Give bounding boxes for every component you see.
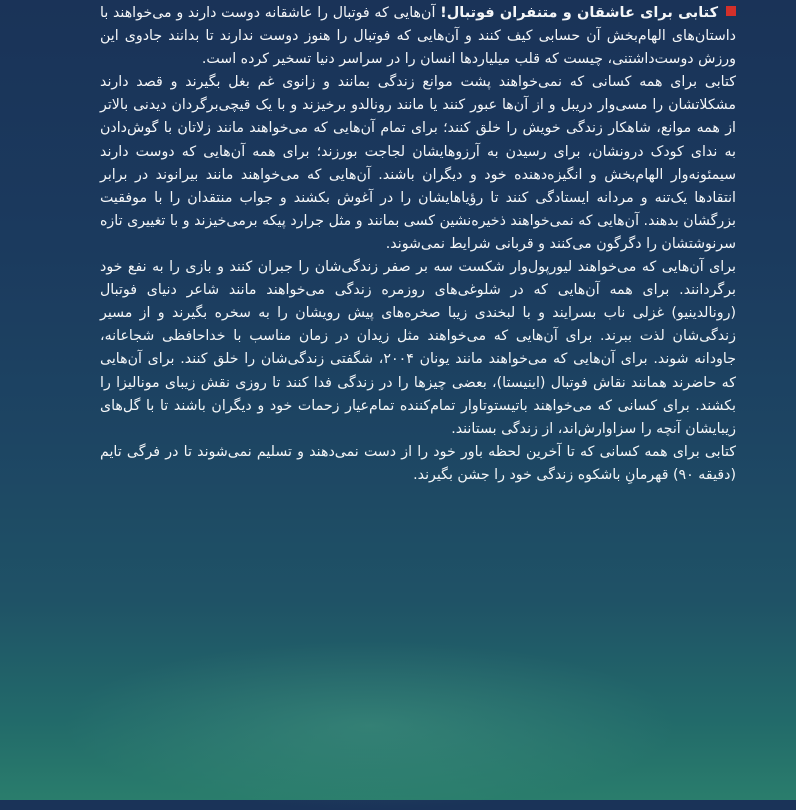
description-paragraph-3: کتابی برای همه کسانی که تا آخرین لحظه باور خود را از دست نمی‌دهند و تسلیم نمی‌شوند تا در فرگی تایم (دقیقه ۹۰) قهرمانِ باشکوه زندگی خود را جشن بگیرند. [100,443,736,483]
background-glow [60,640,680,810]
intro-text: آن‌هایی که فوتبال را عاشقانه دوست دارند و می‌خواهند با داستان‌های الهام‌بخش آن حسابی کیف کنند و آن‌هایی که فوتبال را هنوز دوست ندارند تا بدانند جادوی این ورزش دوست‌داشتنی، چیست که قلب میلیاردها انسان را در سراسر دنیا تسخیر کرده است. [100,5,736,68]
book-tagline: کتابی برای عاشقان و متنفران فوتبال! [440,5,719,21]
red-square-bullet-icon [726,6,736,16]
cover-text [100,2,736,487]
description-paragraph-2: برای آن‌هایی که می‌خواهند لیورپول‌وار شکست سه بر صفر زندگی‌شان را جبران کنند و بازی را به نفع خود برگردانند. برای همه آن‌هایی که در شلوغی‌های روزمره زندگی می‌خواهند مانند شاعر دنیای فوتبال (رونالدینیو) غزلی ناب بسرایند و با لبخندی زیبا صخره‌های پیش رویشان را به سخره بگیرند و از مسیر زندگی‌شان لذت ببرند. برای آن‌هایی که می‌خواهند مثل زیدان در زمان مناسب با خداحافظی شجاعانه، جاودانه شوند. برای آن‌هایی که می‌خواهند مانند یونان ۲۰۰۴، شگفتی زندگی‌شان را خلق کنند. برای آن‌هایی که حاضرند همانند نقاش فوتبال (اینیستا)، بعضی چیزها را در زندگی فدا کنند تا روزی نقش زیبای مونالیزا را بکشند. برای کسانی که می‌خواهند باتیستوتاوار تمام‌کننده تمام‌عیار زحمات خود و دیگران باشند تا با گل‌های زیبایشان آنچه را سزاوارش‌اند، از زندگی بستانند. [100,259,736,437]
intro-paragraph [100,2,736,71]
description-paragraph-1: کتابی برای همه کسانی که نمی‌خواهند پشت موانع زندگی بمانند و زانوی غم بغل بگیرند و قصد دارند مشکلاتشان را مسی‌وار دریبل و از آن‌ها عبور کنند یا مانند رونالدو برخیزند و با یک قیچی‌برگردان دیدنی بالاتر از همه موانع، شاهکار زندگی خویش را خلق کنند؛ برای تمام آن‌هایی که می‌خواهند مانند زلاتان با گوش‌دادن به ندای کودک درونشان، برای رسیدن به آرزوهایشان لجاجت بورزند؛ برای همه آن‌هایی که دوست دارند سیمئونه‌وار الهام‌بخش و انگیزه‌دهنده خود و دیگران باشند. آن‌هایی که می‌خواهند مانند بیرانوند در برابر انتقادها یک‌تنه و مردانه ایستادگی کنند تا رؤیاهایشان را در آغوش بکشند و جواب منتقدان را با موفقیت بزرگشان بدهند. آن‌هایی که نمی‌خواهند ذخیره‌نشین کسی بمانند و مثل جرارد پیکه برمی‌خیزند و با تغییری تازه سرنوشتشان را دگرگون می‌کنند و قربانی شرایط نمی‌شوند. [100,74,736,252]
